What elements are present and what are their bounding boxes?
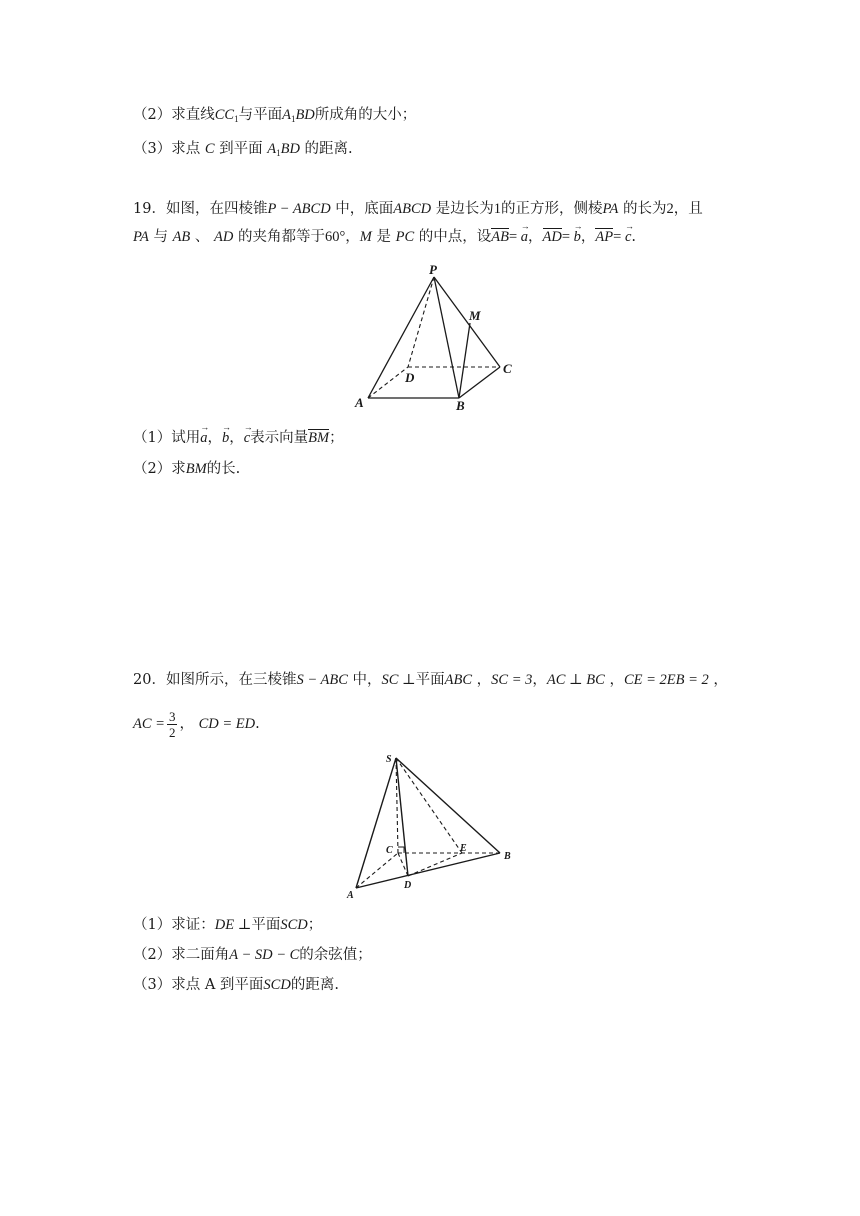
q19-statement-line1: 19．如图，在四棱锥P − ABCD 中，底面ABCD 是边长为1的正方形，侧棱PA 的长为2，且 [133, 201, 703, 217]
math-pyramid: P − ABCD [267, 201, 331, 217]
fraction-3-2: $\frac{3}{2}$ [168, 708, 176, 740]
q20-statement-line1: 20．如图所示，在三棱锥S − ABC 中，SC ⊥平面ABC ，SC = 3，AC ⊥ BC ，CE = 2EB = 2 ， [133, 672, 728, 688]
label-a: A [347, 890, 354, 901]
q18-part3: （3）求点 C 到平面 $A_1BD$ 的距离. [133, 141, 353, 158]
math-c: C [204, 141, 215, 157]
vector-c: → c [625, 227, 631, 247]
label-d: D [404, 880, 412, 891]
label-b: B [504, 851, 511, 862]
label-e: E [460, 843, 467, 854]
math-cc1: $CC_1$ [214, 107, 239, 124]
label-b: B [456, 398, 465, 413]
vector-b: → b [574, 227, 581, 247]
math-base: ABCD [393, 201, 432, 217]
vector-ap: AP [595, 229, 614, 245]
label-s: S [386, 754, 392, 765]
label-c: C [503, 361, 512, 376]
q20-statement-line2: AC = $\frac{3}{2}$ ， CD = ED. [133, 708, 260, 740]
math-a1bd: $A_1BD$ [282, 107, 315, 124]
q20-subquestion-2: （2）求二面角A − SD − C的余弦值； [133, 947, 372, 963]
label-a: A [355, 395, 364, 410]
q20-subquestion-1: （1）求证：DE ⊥平面SCD； [133, 917, 323, 933]
q19-subquestion-1: （1）试用→ a，→ b，→ c表示向量BM； [133, 428, 344, 448]
vector-ab: AB [491, 229, 509, 245]
vector-a: → a [521, 227, 528, 247]
math-a1bd: $A_1BD$ [267, 141, 300, 158]
q18-part2: （2）求直线$CC_1$与平面$A_1BD$所成角的大小； [133, 107, 417, 124]
q19-subquestion-2: （2）求BM的长. [133, 461, 241, 477]
vector-bm: BM [308, 430, 330, 446]
label-d: D [405, 370, 415, 385]
label-p: P [429, 262, 437, 277]
q19-statement-line2: PA 与 AB 、 AD 的夹角都等于60°，M 是 PC 的中点，设AB= → a，AD= → b，AP= → c. [133, 227, 636, 247]
vector-ad: AD [542, 229, 562, 245]
q20-subquestion-3: （3）求点 A 到平面SCD的距离. [133, 977, 339, 993]
label-m: M [469, 308, 481, 323]
label-c: C [386, 845, 393, 856]
